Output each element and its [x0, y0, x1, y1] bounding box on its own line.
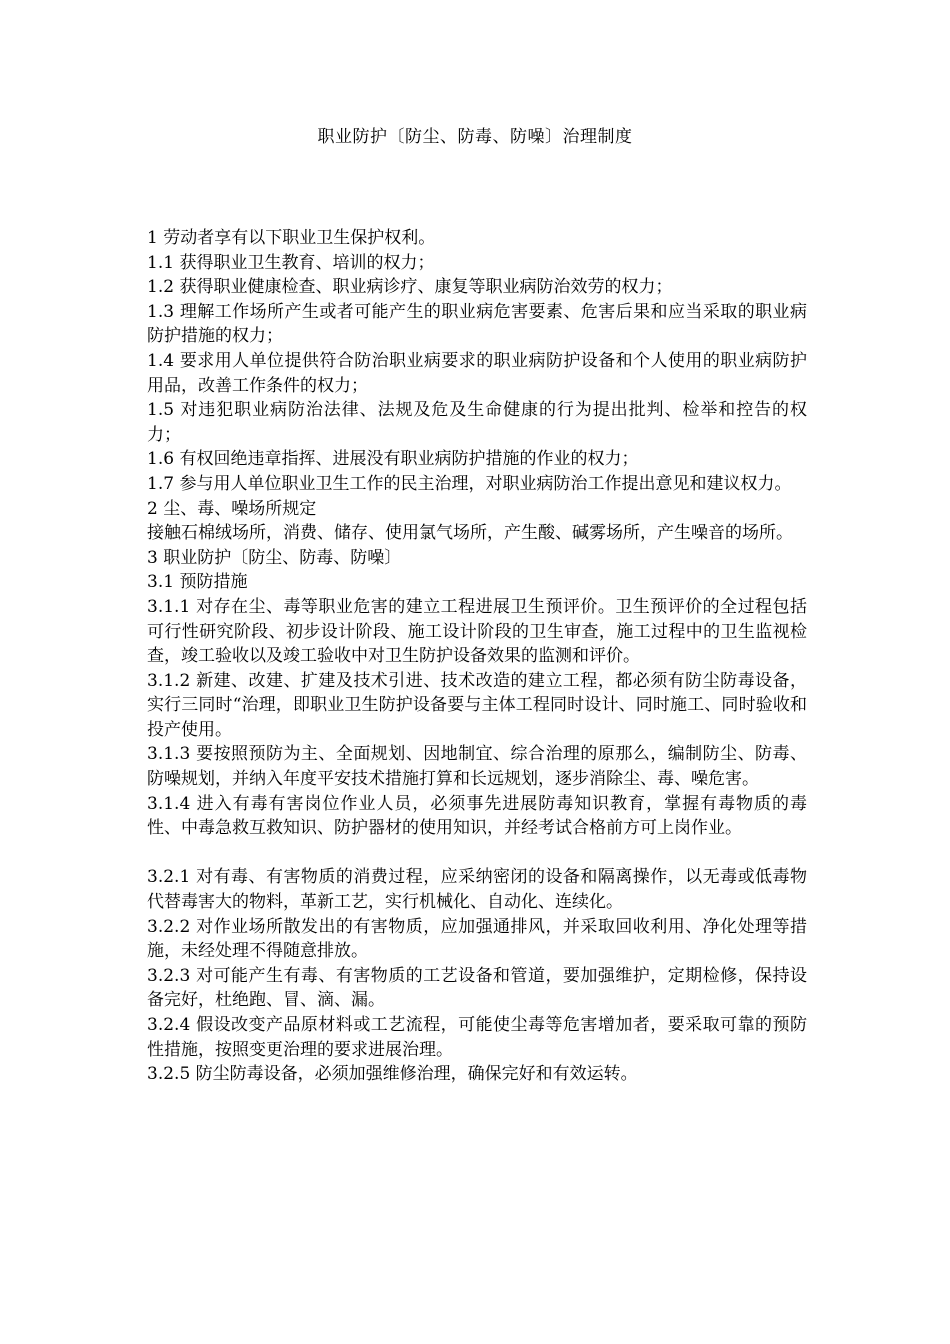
paragraph-3-1: 3.1 预防措施 — [147, 572, 248, 593]
paragraph-1-6: 1.6 有权回绝违章指挥、进展没有职业病防护措施的作业的权力； — [147, 449, 639, 470]
paragraph-1-7: 1.7 参与用人单位职业卫生工作的民主治理，对职业病防治工作提出意见和建议权力。 — [147, 473, 792, 494]
paragraph-1-1: 1.1 获得职业卫生教育、培训的权力； — [147, 252, 435, 273]
paragraph-1-2: 1.2 获得职业健康检查、职业病诊疗、康复等职业病防治效劳的权力； — [147, 277, 673, 298]
paragraph-3: 3 职业防护〔防尘、防毒、防噪〕 — [147, 547, 402, 568]
paragraph-1: 1 劳动者享有以下职业卫生保护权利。 — [147, 228, 436, 248]
paragraph-3-1-1: 3.1.1 对存在尘、毒等职业危害的建立工程进展卫生预评价。卫生预评价的全过程包括可行性研究阶段、初步设计阶段、施工设计阶段的卫生审查，施工过程中的卫生监视检查，竣工验收以及竣工验收中对卫生防护设备效果的监测和评价。 — [147, 596, 807, 667]
paragraph-3-2-4: 3.2.4 假设改变产品原材料或工艺流程，可能使尘毒等危害增加者，要采取可靠的预防性措施，按照变更治理的要求进展治理。 — [147, 1015, 807, 1060]
paragraph-3-2-2: 3.2.2 对作业场所散发出的有害物质，应加强通排风，并采取回收利用、净化处理等措施，未经处理不得随意排放。 — [147, 916, 807, 962]
paragraph-3-2-5: 3.2.5 防尘防毒设备，必须加强维修治理，确保完好和有效运转。 — [147, 1064, 638, 1085]
paragraph-3-1-2: 3.1.2 新建、改建、扩建及技术引进、技术改造的建立工程，都必须有防尘防毒设备，实行三同时“治理，即职业卫生防护设备要与主体工程同时设计、同时施工、同时验收和投产使用。 — [147, 670, 807, 740]
paragraph-3-1-3: 3.1.3 要按照预防为主、全面规划、因地制宜、综合治理的原那么，编制防尘、防毒、防噪规划，并纳入年度平安技术措施打算和长远规划，逐步消除尘、毒、噪危害。 — [147, 744, 807, 790]
paragraph-1-3: 1.3 理解工作场所产生或者可能产生的职业病危害要素、危害后果和应当采取的职业病防护措施的权力； — [147, 301, 807, 347]
paragraph-3-1-4: 3.1.4 进入有毒有害岗位作业人员，必须事先进展防毒知识教育，掌握有毒物质的毒性、中毒急救互救知识、防护器材的使用知识，并经考试合格前方可上岗作业。 — [147, 793, 807, 839]
paragraph-3-2-1: 3.2.1 对有毒、有害物质的消费过程，应采纳密闭的设备和隔离操作，以无毒或低毒物代替毒害大的物料，革新工艺，实行机械化、自动化、连续化。 — [147, 867, 807, 913]
paragraph-1-5: 1.5 对违犯职业病防治法律、法规及危及生命健康的行为提出批判、检举和控告的权力； — [147, 400, 807, 445]
document-title: 职业防护〔防尘、防毒、防噪〕治理制度 — [317, 127, 633, 147]
document-body — [147, 226, 807, 1087]
paragraph-2-body: 接触石棉绒场所，消费、储存、使用氯气场所，产生酸、碱雾场所，产生噪音的场所。 — [147, 523, 793, 544]
paragraph-3-2-3: 3.2.3 对可能产生有毒、有害物质的工艺设备和管道，要加强维护，定期检修，保持设备完好，杜绝跑、冒、滴、漏。 — [147, 965, 807, 1011]
paragraph-2: 2 尘、毒、噪场所规定 — [147, 498, 317, 519]
paragraph-1-4: 1.4 要求用人单位提供符合防治职业病要求的职业病防护设备和个人使用的职业病防护用品，改善工作条件的权力； — [147, 350, 807, 396]
blank-line — [147, 841, 807, 866]
